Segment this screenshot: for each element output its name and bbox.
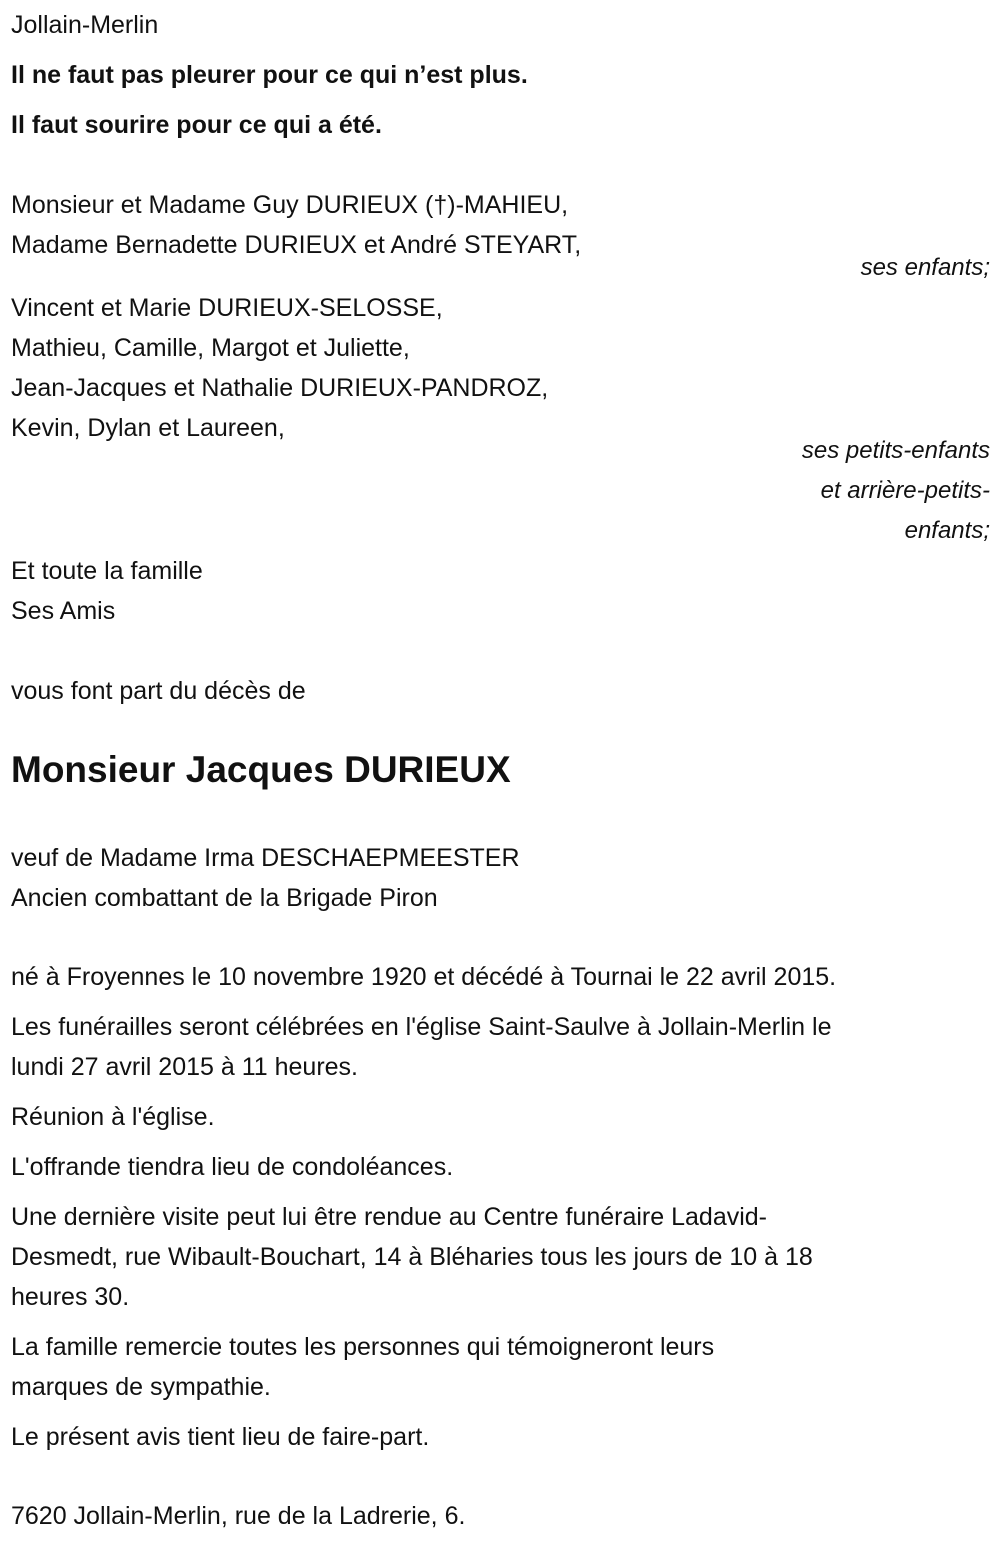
- family-line: Ses Amis: [11, 597, 116, 625]
- visit-text: Desmedt, rue Wibault-Bouchart, 14 à Bléharies tous les jours de 10 à 18: [11, 1243, 813, 1271]
- child-entry: Monsieur et Madame Guy DURIEUX (†)-MAHIEU,: [11, 191, 569, 219]
- grandchildren-label: enfants;: [904, 517, 990, 544]
- meeting-text: Réunion à l'église.: [11, 1103, 215, 1131]
- detail-line: Ancien combattant de la Brigade Piron: [11, 884, 438, 912]
- birth-death-text: né à Froyennes le 10 novembre 1920 et décédé à Tournai le 22 avril 2015.: [11, 963, 837, 991]
- detail-line: veuf de Madame Irma DESCHAEPMEESTER: [11, 844, 520, 872]
- children-label: ses enfants;: [860, 254, 990, 281]
- deceased-name: Monsieur Jacques DURIEUX: [11, 749, 511, 790]
- funeral-text: Les funérailles seront célébrées en l'église Saint-Saulve à Jollain-Merlin le: [11, 1013, 832, 1041]
- funeral-text: lundi 27 avril 2015 à 11 heures.: [11, 1053, 358, 1081]
- location: Jollain-Merlin: [11, 11, 159, 39]
- grandchildren-label: ses petits-enfants: [801, 437, 990, 464]
- notice-text: Le présent avis tient lieu de faire-part.: [11, 1423, 430, 1451]
- quote-line: Il faut sourire pour ce qui a été.: [11, 111, 382, 139]
- grandchildren-label: et arrière-petits-: [820, 477, 990, 504]
- offering-text: L'offrande tiendra lieu de condoléances.: [11, 1153, 454, 1181]
- grandchild-entry: Mathieu, Camille, Margot et Juliette,: [11, 334, 410, 362]
- quote-line: Il ne faut pas pleurer pour ce qui n’est plus.: [11, 61, 528, 89]
- grandchild-entry: Vincent et Marie DURIEUX-SELOSSE,: [11, 294, 443, 322]
- visit-text: Une dernière visite peut lui être rendue au Centre funéraire Ladavid-: [11, 1203, 768, 1231]
- family-line: Et toute la famille: [11, 557, 203, 585]
- child-entry: Madame Bernadette DURIEUX et André STEYART,: [11, 231, 582, 259]
- thanks-text: La famille remercie toutes les personnes qui témoigneront leurs: [11, 1333, 715, 1361]
- grandchild-entry: Jean-Jacques et Nathalie DURIEUX-PANDROZ,: [11, 374, 549, 402]
- announcement: vous font part du décès de: [11, 677, 306, 705]
- address: 7620 Jollain-Merlin, rue de la Ladrerie, 6.: [11, 1502, 466, 1530]
- grandchild-entry: Kevin, Dylan et Laureen,: [11, 414, 285, 442]
- thanks-text: marques de sympathie.: [11, 1373, 271, 1401]
- visit-text: heures 30.: [11, 1283, 130, 1311]
